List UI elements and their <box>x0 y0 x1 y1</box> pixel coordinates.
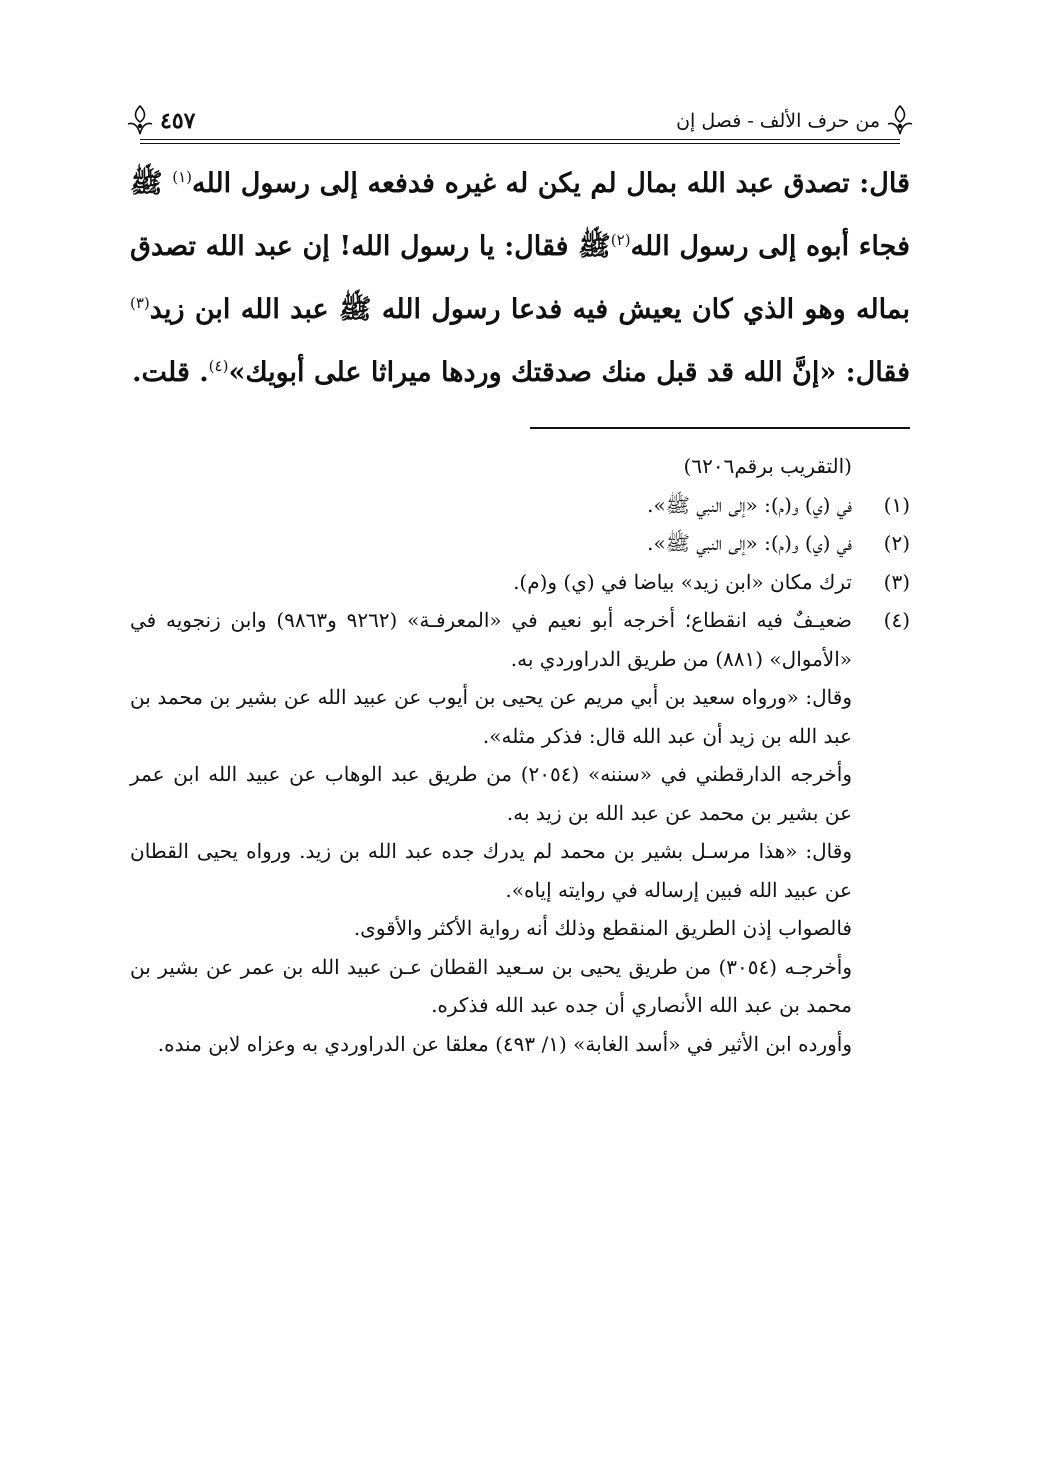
main-text-segment: . قلت. <box>132 357 209 388</box>
header-rule <box>140 139 900 140</box>
main-text-segment: ﷺ فقال: يا رسول الله! إن عبد الله تصدق بماله وهو الذي كان يعيش فيه فدعا رسول الله ﷺ عبد الله ابن زيد <box>130 231 910 325</box>
footnote-ref-2: (٢) <box>610 231 631 249</box>
footnote-paragraph: وأورده ابن الأثير في «أسد الغابة» (١/ ٤٩٣) معلقا عن الدراوردي به وعزاه لابن منده. <box>157 1031 852 1056</box>
footnote-intro: (التقريب برقم٦٢٠٦) <box>683 454 852 478</box>
footnote-text: في (ي) و(م): «إلى النبي ﷺ». <box>647 492 852 517</box>
footnote-number: (٣) <box>883 569 910 594</box>
floral-ornament-icon <box>884 104 916 136</box>
running-header-title: من حرف الألف - فصل إن <box>676 110 880 132</box>
main-text-segment: ﷺ فجاء أبوه إلى رسول الله <box>130 168 910 262</box>
main-text-segment: فقال: «إنَّ الله قد قبل منك صدقتك وردها ميراثا على أبويك» <box>228 357 910 388</box>
footnote-paragraph: وقال: «هذا مرسـل بشير بن محمد لم يدرك جده عبد الله بن زيد. ورواه يحيى القطان عن عبيد الله فبين إرساله في روايته إياه». <box>130 839 852 902</box>
footnote-item <box>130 486 910 525</box>
footnotes <box>130 447 910 1063</box>
floral-ornament-icon <box>124 104 156 136</box>
footnote-number: (٤) <box>883 608 910 632</box>
footnote-item <box>130 563 910 602</box>
footnote-ref-4: (٤) <box>208 357 229 375</box>
footnote-separator <box>530 427 910 429</box>
footnote-paragraph: وأخرجـه (٣٠٥٤) من طريق يحيى بن سـعيد القطان عـن عبيد الله بن عمر عن بشير بن محمد بن عبد الله الأنصاري أن جده عبد الله فذكره. <box>130 954 853 1017</box>
footnote-ref-1: (١) <box>172 168 193 186</box>
footnote-item <box>130 524 910 563</box>
footnote-text: ترك مكان «ابن زيد» بياضا في (ي) و(م). <box>513 569 852 594</box>
footnote-paragraph: وقال: «ورواه سعيد بن أبي مريم عن يحيى بن أيوب عن عبيد الله عن بشير بن محمد بن عبد الله بن زيد أن عبد الله قال: فذكر مثله». <box>130 685 852 748</box>
footnote-paragraph: وأخرجه الدارقطني في «سننه» (٢٠٥٤) من طريق عبد الوهاب عن عبيد الله ابن عمر عن بشير بن محمد عن عبد الله بن زيد به. <box>130 762 852 825</box>
page-number: ٤٥٧ <box>160 108 196 134</box>
footnote-text: في (ي) و(م): «إلى النبي ﷺ». <box>647 531 852 555</box>
header-rule-thin <box>140 143 900 144</box>
main-text <box>130 152 910 404</box>
main-text-segment: قال: تصدق عبد الله بمال لم يكن له غيره فدفعه إلى رسول الله <box>192 168 910 199</box>
footnote-number: (٢) <box>883 531 910 555</box>
footnote-number: (١) <box>883 492 910 517</box>
footnote-text: ضعيـفٌ فيه انقطاع؛ أخرجه أبو نعيم في «المعرفـة» (٩٢٦٢ و٩٨٦٣) وابن زنجويه في «الأموال» (٨٨١) من طريق الدراوردي به. <box>130 608 853 671</box>
footnote-item <box>130 601 910 678</box>
footnote-ref-3: (٣) <box>130 294 150 312</box>
footnote-paragraph: فالصواب إذن الطريق المنقطع وذلك أنه رواية الأكثر والأقوى. <box>353 916 852 940</box>
